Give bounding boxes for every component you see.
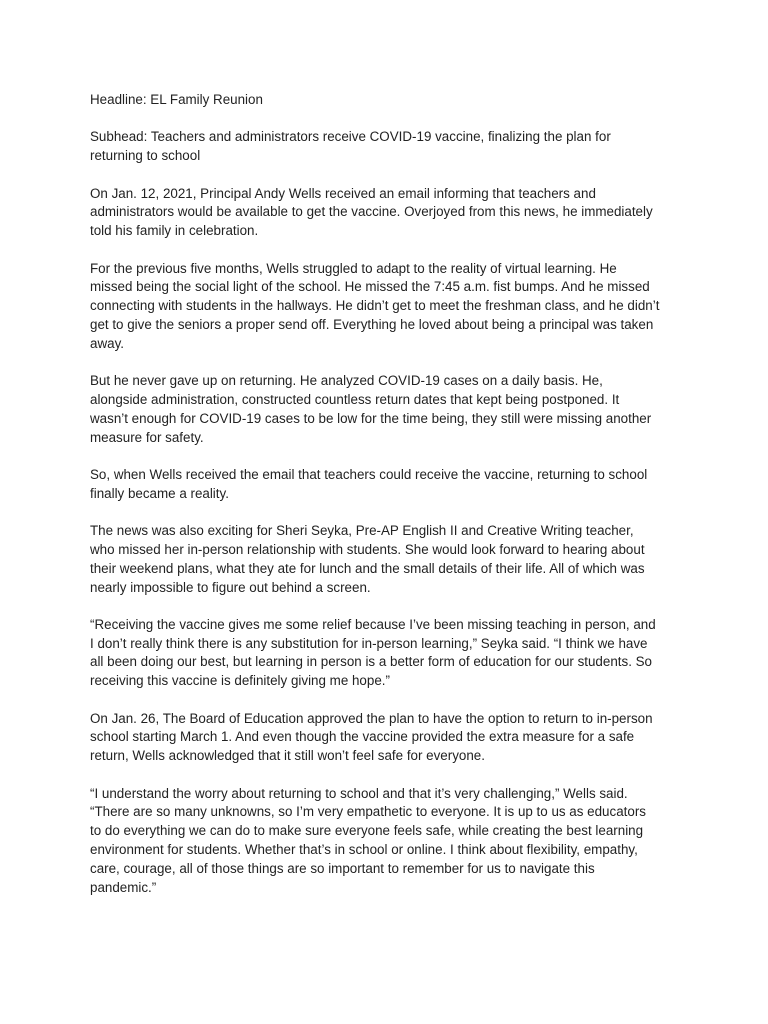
paragraph-6 [90, 616, 690, 691]
paragraph-2 [90, 260, 690, 354]
paragraph-line: alongside administration, constructed countless return dates that kept being postponed. It [90, 391, 620, 407]
subhead [90, 128, 690, 166]
paragraph-line: all been doing our best, but learning in person is a better form of education for our students. So [90, 654, 653, 670]
subhead-line: returning to school [90, 148, 201, 164]
paragraph-line: On Jan. 26, The Board of Education approved the plan to have the option to return to in-person [90, 710, 653, 726]
paragraph-line: “There are so many unknowns, so I’m very empathetic to everyone. It is up to us as educators [90, 804, 646, 820]
paragraph-1 [90, 185, 690, 241]
paragraph-line: to do everything we can do to make sure everyone feels safe, while creating the best learning [90, 823, 644, 839]
paragraph-7 [90, 710, 690, 766]
subhead-line: Subhead: Teachers and administrators receive COVID-19 vaccine, finalizing the plan for [90, 129, 611, 145]
paragraph-5 [90, 522, 690, 597]
paragraph-line: On Jan. 12, 2021, Principal Andy Wells received an email informing that teachers and [90, 185, 596, 201]
paragraph-line: connecting with students in the hallways. He didn’t get to meet the freshman class, and he didn’t [90, 298, 660, 314]
paragraph-line: finally became a reality. [90, 485, 229, 501]
headline [90, 91, 690, 110]
paragraph-line: wasn’t enough for COVID-19 cases to be low for the time being, they still were missing another [90, 410, 652, 426]
paragraph-line: who missed her in-person relationship with students. She would look forward to hearing about [90, 541, 645, 557]
paragraph-3 [90, 372, 690, 447]
paragraph-line: environment for students. Whether that’s in school or online. I think about flexibility, empathy, [90, 842, 638, 858]
paragraph-line: their weekend plans, what they ate for lunch and the small details of their life. All of which was [90, 560, 645, 576]
paragraph-line: missed being the social light of the school. He missed the 7:45 a.m. fist bumps. And he missed [90, 279, 650, 295]
paragraph-line: But he never gave up on returning. He analyzed COVID-19 cases on a daily basis. He, [90, 373, 603, 389]
paragraph-line: care, courage, all of those things are so important to remember for us to navigate this [90, 860, 595, 876]
paragraph-line: get to give the seniors a proper send off. Everything he loved about being a principal was taken [90, 316, 654, 332]
paragraph-line: administrators would be available to get the vaccine. Overjoyed from this news, he immediately [90, 204, 653, 220]
paragraph-line: So, when Wells received the email that teachers could receive the vaccine, returning to school [90, 466, 648, 482]
paragraph-line: return, Wells acknowledged that it still won’t feel safe for everyone. [90, 748, 485, 764]
paragraph-line: For the previous five months, Wells struggled to adapt to the reality of virtual learning. He [90, 260, 617, 276]
paragraph-line: away. [90, 335, 124, 351]
paragraph-line: receiving this vaccine is definitely giving me hope.” [90, 673, 390, 689]
paragraph-line: I don’t really think there is any substitution for in-person learning,” Seyka said. “I think we have [90, 635, 648, 651]
paragraph-line: measure for safety. [90, 429, 204, 445]
paragraph-line: pandemic.” [90, 879, 157, 895]
document-body [90, 91, 690, 916]
paragraph-line: “Receiving the vaccine gives me some relief because I’ve been missing teaching in person, and [90, 616, 656, 632]
paragraph-line: school starting March 1. And even though the vaccine provided the extra measure for a safe [90, 729, 635, 745]
paragraph-line: The news was also exciting for Sheri Seyka, Pre-AP English II and Creative Writing teacher, [90, 523, 634, 539]
paragraph-line: “I understand the worry about returning to school and that it’s very challenging,” Wells said. [90, 785, 628, 801]
paragraph-4 [90, 466, 690, 504]
paragraph-8 [90, 785, 690, 898]
paragraph-line: told his family in celebration. [90, 223, 259, 239]
paragraph-line: nearly impossible to figure out behind a screen. [90, 579, 371, 595]
headline-text: Headline: EL Family Reunion [90, 92, 263, 107]
